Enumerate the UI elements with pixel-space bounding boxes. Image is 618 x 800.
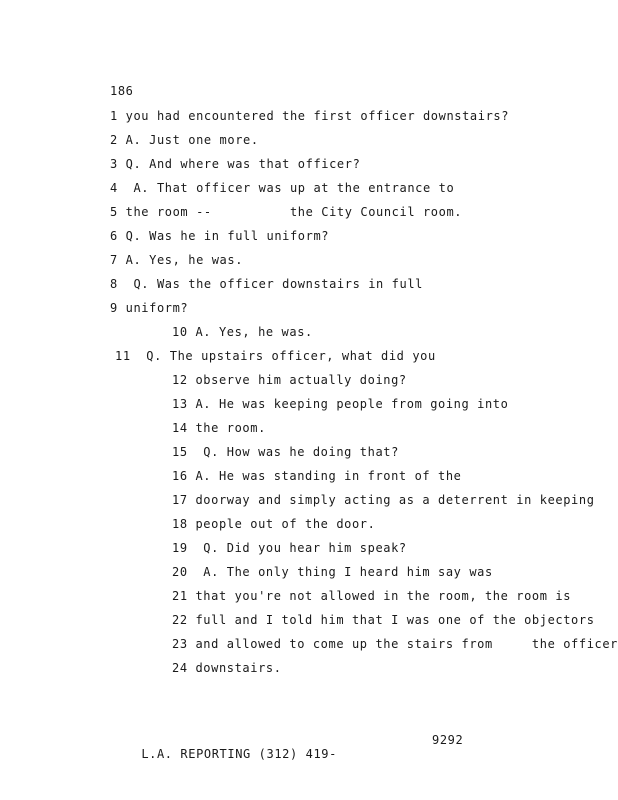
transcript-line: 9 uniform? bbox=[110, 301, 189, 315]
transcript-line: 20 A. The only thing I heard him say was bbox=[172, 565, 493, 579]
transcript-line: 23 and allowed to come up the stairs from the officer bbox=[172, 637, 618, 651]
transcript-line: 17 doorway and simply acting as a deterrent in keeping bbox=[172, 493, 595, 507]
transcript-line: 1 you had encountered the first officer downstairs? bbox=[110, 109, 510, 123]
transcript-line: 16 A. He was standing in front of the bbox=[172, 469, 462, 483]
reporter-name: L.A. REPORTING (312) 419- bbox=[141, 747, 337, 761]
transcript-line: 21 that you're not allowed in the room, the room is bbox=[172, 589, 572, 603]
transcript-line: 18 people out of the door. bbox=[172, 517, 376, 531]
footer bbox=[110, 733, 530, 789]
phone-suffix: 9292 bbox=[432, 733, 464, 747]
transcript-line: 10 A. Yes, he was. bbox=[172, 325, 313, 339]
transcript-line: 14 the room. bbox=[172, 421, 266, 435]
transcript-line: 22 full and I told him that I was one of the objectors bbox=[172, 613, 595, 627]
transcript-line: 13 A. He was keeping people from going into bbox=[172, 397, 509, 411]
transcript-line: 3 Q. And where was that officer? bbox=[110, 157, 361, 171]
transcript-line: 6 Q. Was he in full uniform? bbox=[110, 229, 330, 243]
transcript-line: 2 A. Just one more. bbox=[110, 133, 259, 147]
page-number: 186 bbox=[110, 84, 134, 98]
transcript-line: 12 observe him actually doing? bbox=[172, 373, 407, 387]
transcript-line: 4 A. That officer was up at the entrance to bbox=[110, 181, 455, 195]
transcript-line: 11 Q. The upstairs officer, what did you bbox=[115, 349, 436, 363]
transcript-line: 5 the room -- the City Council room. bbox=[110, 205, 463, 219]
transcript-line: 8 Q. Was the officer downstairs in full bbox=[110, 277, 423, 291]
transcript-line: 7 A. Yes, he was. bbox=[110, 253, 244, 267]
transcript-line: 24 downstairs. bbox=[172, 661, 282, 675]
transcript-line: 19 Q. Did you hear him speak? bbox=[172, 541, 407, 555]
transcript-line: 15 Q. How was he doing that? bbox=[172, 445, 399, 459]
